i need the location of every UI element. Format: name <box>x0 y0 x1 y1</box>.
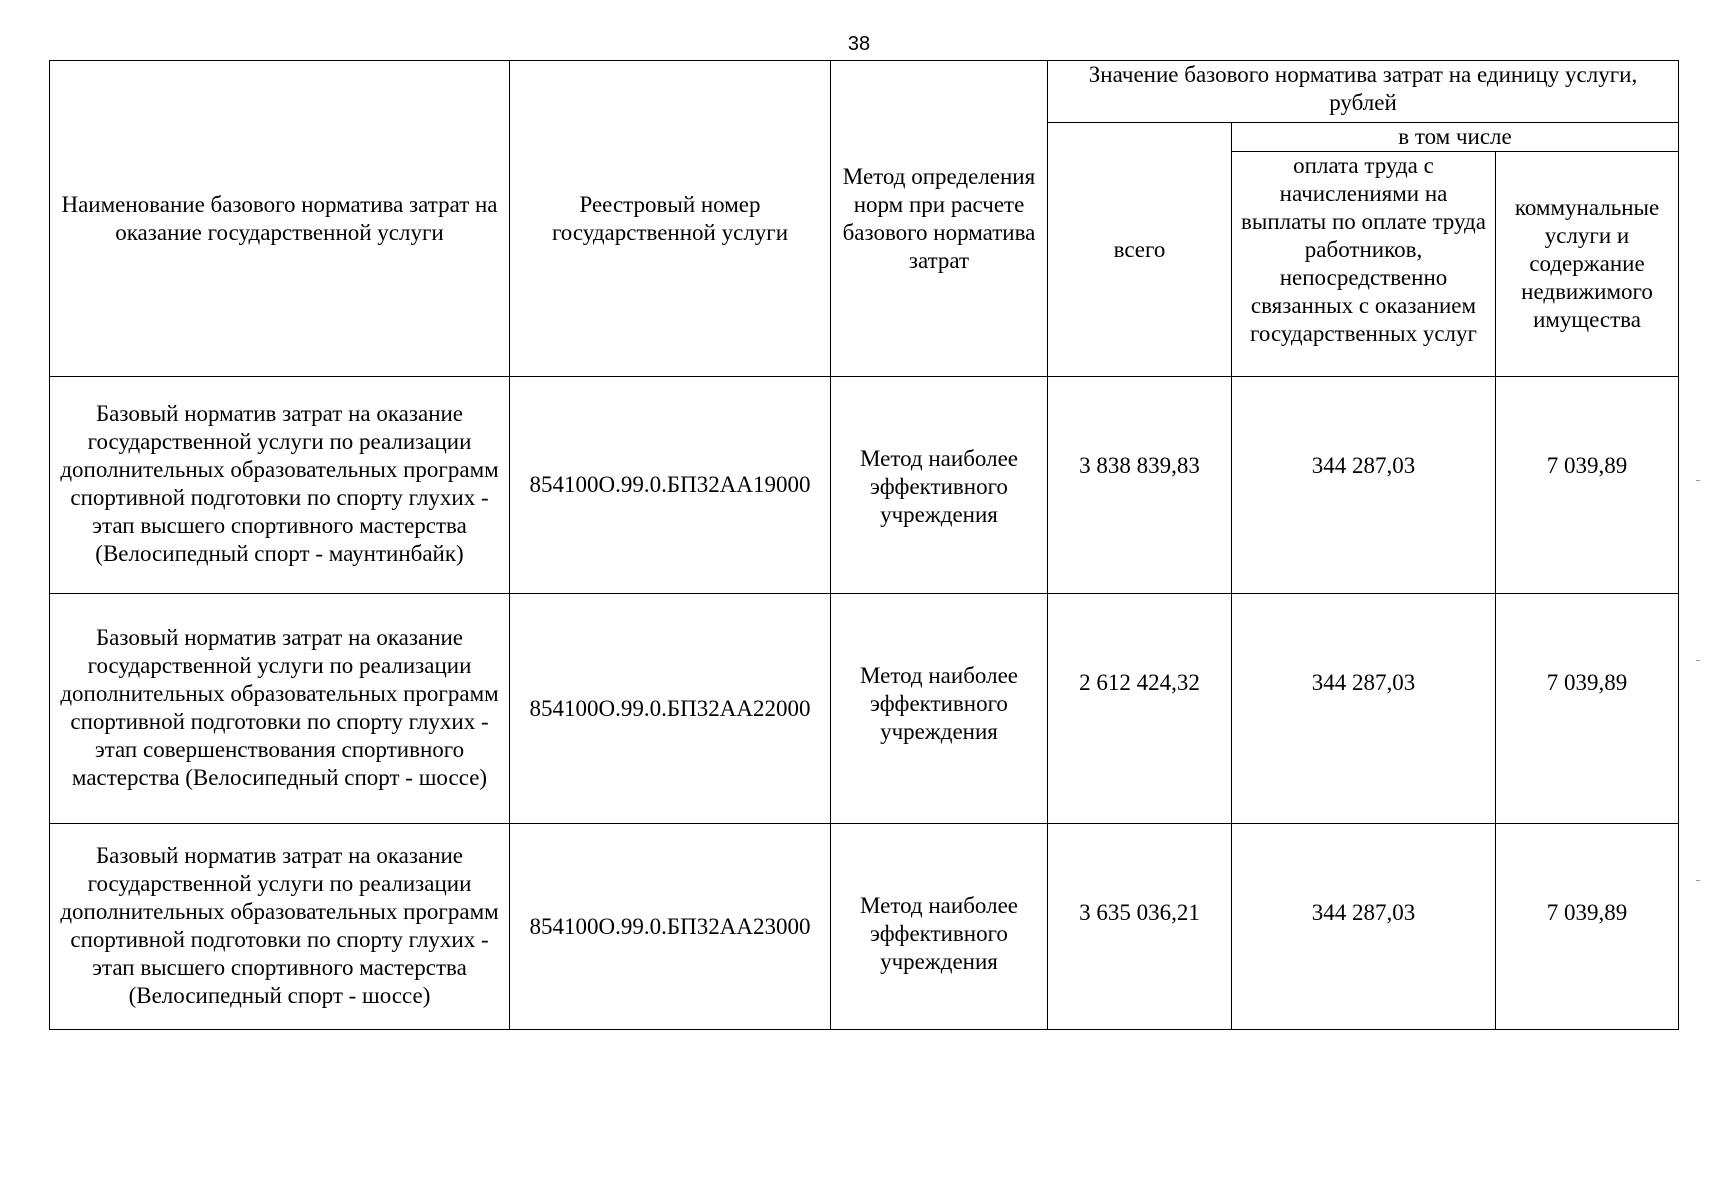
norm-name-cell: Базовый норматив затрат на оказание государственной услуги по реализации дополнительных образовательных программ спортивной подготовки по спорту глухих - этап высшего спортивного мастерства (Велосипедный спорт - шоссе) <box>50 824 510 1030</box>
total-value-cell: 3 838 839,83 <box>1048 377 1232 594</box>
wages-value-cell: 344 287,03 <box>1232 377 1496 594</box>
table-row <box>50 824 1679 1030</box>
scan-artifact <box>1696 880 1700 881</box>
page-number: 38 <box>847 33 871 55</box>
header-utilities: коммунальные услуги и содержание недвижимого имущества <box>1496 152 1679 377</box>
norm-name-cell: Базовый норматив затрат на оказание государственной услуги по реализации дополнительных образовательных программ спортивной подготовки по спорту глухих - этап высшего спортивного мастерства (Велосипедный спорт - маунтинбайк) <box>50 377 510 594</box>
table-row <box>50 594 1679 824</box>
registry-number-cell: 854100О.99.0.БП32АА23000 <box>510 824 831 1030</box>
cost-norms-table <box>49 60 1679 1030</box>
norm-name-cell: Базовый норматив затрат на оказание государственной услуги по реализации дополнительных образовательных программ спортивной подготовки по спорту глухих - этап совершенствования спортивного мастерства (Велосипедный спорт - шоссе) <box>50 594 510 824</box>
header-row-1 <box>50 61 1679 123</box>
scan-artifact <box>1696 480 1700 481</box>
wages-value-cell: 344 287,03 <box>1232 824 1496 1030</box>
header-including-group: в том числе <box>1232 123 1679 152</box>
total-value-cell: 2 612 424,32 <box>1048 594 1232 824</box>
registry-number-cell: 854100О.99.0.БП32АА19000 <box>510 377 831 594</box>
header-name: Наименование базового норматива затрат на оказание государственной услуги <box>50 61 510 377</box>
header-method: Метод определения норм при расчете базового норматива затрат <box>831 61 1048 377</box>
header-wages: оплата труда с начислениями на выплаты по оплате труда работников, непосредственно связанных с оказанием государственных услуг <box>1232 152 1496 377</box>
method-cell: Метод наиболее эффективного учреждения <box>831 594 1048 824</box>
table-row <box>50 377 1679 594</box>
utilities-value-cell: 7 039,89 <box>1496 377 1679 594</box>
header-registry-number: Реестровый номер государственной услуги <box>510 61 831 377</box>
method-cell: Метод наиболее эффективного учреждения <box>831 377 1048 594</box>
utilities-value-cell: 7 039,89 <box>1496 594 1679 824</box>
header-total: всего <box>1048 123 1232 377</box>
wages-value-cell: 344 287,03 <box>1232 594 1496 824</box>
method-cell: Метод наиболее эффективного учреждения <box>831 824 1048 1030</box>
total-value-cell: 3 635 036,21 <box>1048 824 1232 1030</box>
scan-artifact <box>1696 660 1700 661</box>
utilities-value-cell: 7 039,89 <box>1496 824 1679 1030</box>
header-value-group: Значение базового норматива затрат на единицу услуги, рублей <box>1048 61 1679 123</box>
registry-number-cell: 854100О.99.0.БП32АА22000 <box>510 594 831 824</box>
